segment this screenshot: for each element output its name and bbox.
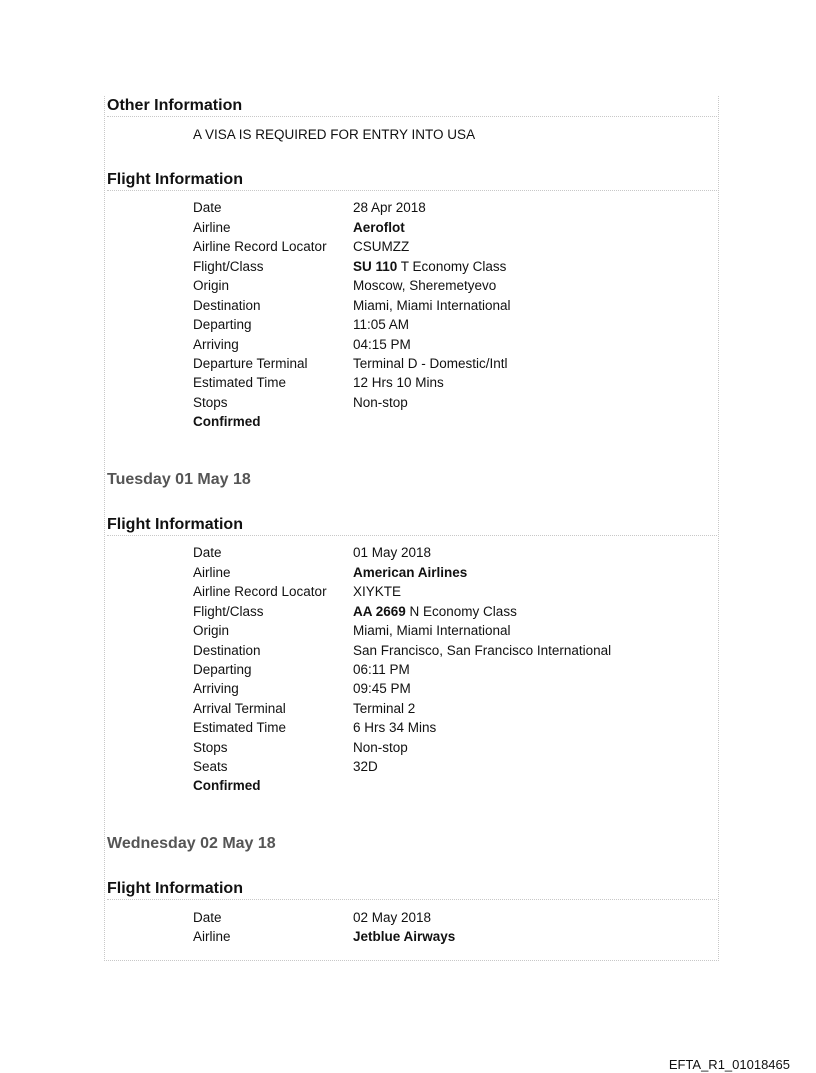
flight-2-date-value: 01 May 2018 [353, 545, 432, 560]
flight-1-class-value [353, 259, 506, 275]
flight-2-airline-value: American Airlines [353, 565, 468, 580]
flight-2-number: AA 2669 [353, 604, 406, 619]
flight-1-airline-label: Airline [193, 220, 231, 235]
flight-1-terminal-label: Departure Terminal [193, 356, 308, 371]
flight-1-stops-label: Stops [193, 395, 228, 410]
flight-2-origin-label: Origin [193, 623, 230, 638]
flight-1-estimated-label: Estimated Time [193, 375, 287, 390]
flight-2-locator-label: Airline Record Locator [193, 584, 327, 599]
flight-1-locator-value: CSUMZZ [353, 239, 410, 254]
flight-1-stops-value: Non-stop [353, 395, 408, 410]
flight-2-locator-value: XIYKTE [353, 584, 402, 599]
flight-2-destination-value: San Francisco, San Francisco International [353, 643, 612, 658]
flight-1-arriving-value: 04:15 PM [353, 337, 411, 352]
day-heading-wednesday: Wednesday 02 May 18 [107, 835, 276, 852]
flight-2-class-label: Flight/Class [193, 604, 264, 619]
flight-3-date-value: 02 May 2018 [353, 910, 432, 925]
flight-2-estimated-value: 6 Hrs 34 Mins [353, 720, 437, 735]
flight-2-estimated-label: Estimated Time [193, 720, 287, 735]
flight-2-stops-value: Non-stop [353, 740, 408, 755]
day-heading-tuesday: Tuesday 01 May 18 [107, 471, 251, 488]
flight-1-departing-label: Departing [193, 317, 252, 332]
flight-1-origin-label: Origin [193, 278, 230, 293]
flight-1-arriving-label: Arriving [193, 337, 239, 352]
flight-1-date-value: 28 Apr 2018 [353, 200, 426, 215]
flight-1-heading: Flight Information [107, 171, 717, 191]
flight-1-class-label: Flight/Class [193, 259, 264, 274]
flight-2-terminal-value: Terminal 2 [353, 701, 416, 716]
flight-1-origin-value: Moscow, Sheremetyevo [353, 278, 497, 293]
flight-2-status: Confirmed [193, 778, 261, 793]
flight-2-arriving-value: 09:45 PM [353, 681, 411, 696]
flight-1-airline-value: Aeroflot [353, 220, 405, 235]
flight-2-class-text: N Economy Class [405, 604, 517, 619]
flight-1-destination-value: Miami, Miami International [353, 298, 511, 313]
other-information-heading: Other Information [107, 97, 717, 117]
flight-2-departing-value: 06:11 PM [353, 662, 410, 677]
flight-1-status: Confirmed [193, 414, 261, 429]
flight-2-class-value [353, 604, 517, 620]
flight-2-airline-label: Airline [193, 565, 231, 580]
flight-2-date-label: Date [193, 545, 222, 560]
visa-note: A VISA IS REQUIRED FOR ENTRY INTO USA [193, 127, 476, 142]
flight-2-arriving-label: Arriving [193, 681, 239, 696]
document-id: EFTA_R1_01018465 [668, 1057, 790, 1072]
flight-2-origin-value: Miami, Miami International [353, 623, 511, 638]
flight-1-terminal-value: Terminal D - Domestic/Intl [353, 356, 508, 371]
flight-1-estimated-value: 12 Hrs 10 Mins [353, 375, 444, 390]
flight-1-number: SU 110 [353, 259, 398, 274]
flight-2-heading: Flight Information [107, 516, 717, 536]
flight-1-destination-label: Destination [193, 298, 261, 313]
flight-3-airline-label: Airline [193, 929, 231, 944]
flight-2-destination-label: Destination [193, 643, 261, 658]
flight-1-departing-value: 11:05 AM [353, 317, 410, 332]
flight-1-locator-label: Airline Record Locator [193, 239, 327, 254]
flight-3-date-label: Date [193, 910, 222, 925]
flight-1-class-text: T Economy Class [397, 259, 507, 274]
flight-2-seats-label: Seats [193, 759, 228, 774]
flight-3-airline-value: Jetblue Airways [353, 929, 456, 944]
flight-2-stops-label: Stops [193, 740, 228, 755]
flight-2-departing-label: Departing [193, 662, 252, 677]
flight-2-terminal-label: Arrival Terminal [193, 701, 286, 716]
flight-1-date-label: Date [193, 200, 222, 215]
flight-2-seats-value: 32D [353, 759, 378, 774]
flight-3-heading: Flight Information [107, 880, 717, 900]
